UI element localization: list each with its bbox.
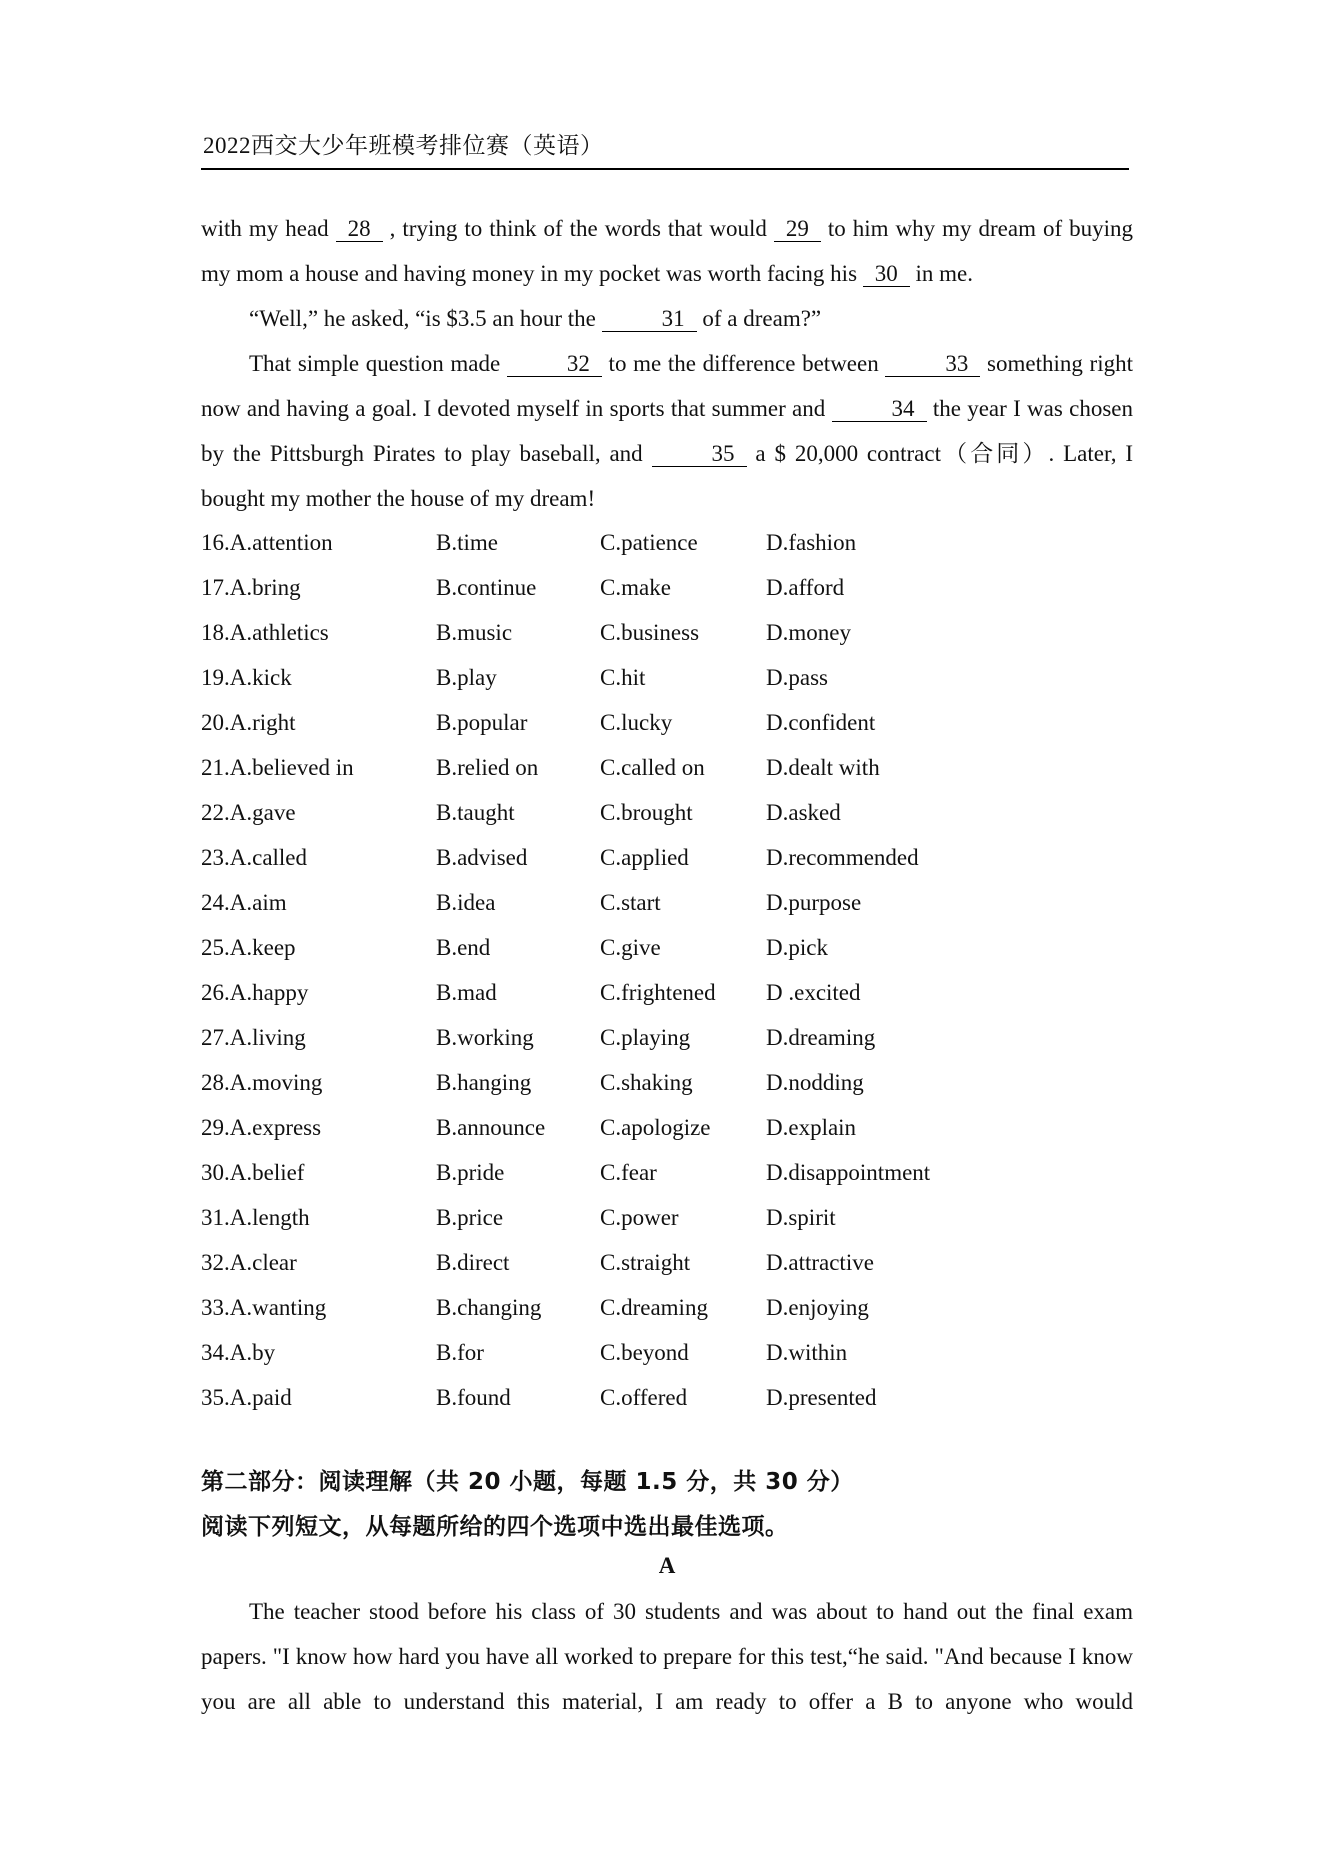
option-row: 34.A.by B.for C.beyond D.within — [201, 1340, 848, 1365]
option-row: 16.A.attention B.time C.patience D.fashion — [201, 530, 857, 555]
blank-30: 30 — [863, 262, 910, 287]
option-row: 30.A.belief B.pride C.fear D.disappointment — [201, 1160, 931, 1185]
blank-32: 32 — [507, 352, 602, 377]
option-row: 20.A.right B.popular C.lucky D.confident — [201, 710, 876, 735]
option-row: 33.A.wanting B.changing C.dreaming D.enjoying — [201, 1295, 869, 1320]
blank-31: 31 — [602, 307, 697, 332]
header-divider — [201, 168, 1129, 170]
passage-label: A — [658, 1553, 676, 1578]
option-row: 22.A.gave B.taught C.brought D.asked — [201, 800, 841, 825]
section-instruction: 阅读下列短文，从每题所给的四个选项中选出最佳选项。 — [201, 1514, 789, 1540]
blank-29: 29 — [774, 217, 821, 242]
option-row: 32.A.clear B.direct C.straight D.attractive — [201, 1250, 874, 1275]
option-row: 17.A.bring B.continue C.make D.afford — [201, 575, 845, 600]
option-row: 28.A.moving B.hanging C.shaking D.nodding — [201, 1070, 864, 1095]
option-row: 19.A.kick B.play C.hit D.pass — [201, 665, 828, 690]
option-row: 18.A.athletics B.music C.business D.money — [201, 620, 851, 645]
option-row: 31.A.length B.price C.power D.spirit — [201, 1205, 836, 1230]
cloze-passage-continuation — [201, 206, 1133, 521]
blank-34: 34 — [832, 397, 927, 422]
blank-33: 33 — [885, 352, 980, 377]
paragraph: The teacher stood before his class of 30 students and was about to hand out the final exam papers. "I know how hard you have all worked to prepare for this test,“he said. "And because I know you are all able to understand this material, I am ready to offer a B to anyone who would — [201, 1599, 1133, 1714]
option-row: 29.A.express B.announce C.apologize D.explain — [201, 1115, 857, 1140]
paragraph: with my head 28 , trying to think of the words that would 29 to him why my dream of buying my mom a house and having money in my pocket was worth facing his 30 in me. — [201, 216, 1134, 286]
option-row: 23.A.called B.advised C.applied D.recommended — [201, 845, 919, 870]
option-row: 21.A.believed in B.relied on C.called on D.dealt with — [201, 755, 880, 780]
paragraph: That simple question made 32 to me the difference between 33 something right now and having a goal. I devoted myself in sports that summer and 34 the year I was chosen by the Pittsburgh Pirates to play baseball, and 35 a $ 20,000 contract（合同）. Later, I bought my mother the house of my dream! — [201, 351, 1133, 511]
blank-35: 35 — [652, 442, 747, 467]
blank-28: 28 — [336, 217, 383, 242]
option-row: 25.A.keep B.end C.give D.pick — [201, 935, 828, 960]
reading-passage-a — [201, 1589, 1133, 1724]
section-heading: 第二部分：阅读理解（共 20 小题，每题 1.5 分，共 30 分） — [201, 1469, 854, 1495]
answer-options-list — [201, 520, 1133, 1420]
paragraph: “Well,” he asked, “is $3.5 an hour the 31 of a dream?” — [249, 306, 822, 331]
option-row: 35.A.paid B.found C.offered D.presented — [201, 1385, 877, 1410]
option-row: 27.A.living B.working C.playing D.dreaming — [201, 1025, 876, 1050]
option-row: 26.A.happy B.mad C.frightened D .excited — [201, 980, 861, 1005]
option-row: 24.A.aim B.idea C.start D.purpose — [201, 890, 862, 915]
page-header-title: 2022西交大少年班模考排位赛（英语） — [203, 133, 604, 158]
